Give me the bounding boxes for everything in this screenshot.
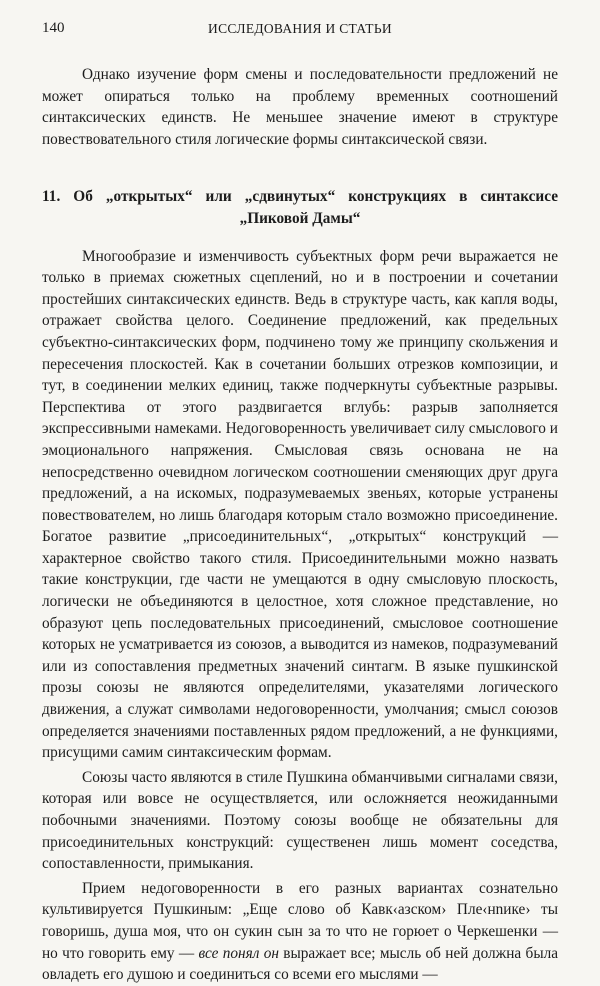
running-title: ИССЛЕДОВАНИЯ И СТАТЬИ bbox=[208, 21, 392, 36]
running-header bbox=[42, 20, 558, 40]
paragraph-1: Многообразие и изменчивость субъектных форм речи выражается не только в приемах сюжетных сцеплений, но и в построении и сочетании простейших синтаксических единств. Ведь в структуре часть, как капля воды, отражает свойства целого. Соединение предложений, как предельных субъектно-синтаксических форм, подчинено тому же принципу скольжения и пересечения плоскостей. Как в сочетании больших отрезков композиции, и тут, в соединении мелких единиц, также подчеркнуты субъектные разрывы. Перспектива от этого раздвигается вглубь: разрыв заполняется экспрессивными намеками. Недоговоренность увеличивает силу смыслового и эмоционального напряжения. Смысловая связь основана не на непосредственно очевидном логическом соотношении сменяющих друг друга предложений, а на искомых, подразумеваемых звеньях, которые устранены повествователем, но лишь благодаря которым стало возможно присоединение. Богатое развитие „присоединительных“, „открытых“ конструкций — характерное свойство такого стиля. Присоединительными можно назвать такие конструкции, где части не умещаются в одну смысловую плоскость, логически не объединяются в целостное, хотя сложное представление, но образуют цепь последовательных присоединений, смысловое соотношение которых не усматривается из союзов, а выводится из намеков, подразумеваний или из сопоставления предметных значений синтагм. В языке пушкинской прозы союзы не являются определителями, указателями логического движения, а служат символами недоговоренности, умолчания; смысл союзов определяется значениями поставленных рядом предложений, а не функциями, присущими самим синтаксическим формам. bbox=[42, 247, 558, 762]
paragraph-2: Союзы часто являются в стиле Пушкина обманчивыми сигналами связи, которая или вовсе не осуществляется, или осложняется неожиданными побочными значениями. Поэтому союзы вообще не обязательны для присоединительных конструкций: существенен лишь момент соседства, сопоставленности, примыкания. bbox=[42, 768, 558, 873]
paragraph-3-end: выражает все; мысль об ней должна была овладеть его душою и соединиться со всеми его мыслями — bbox=[42, 944, 559, 984]
paragraph-3-start: Прием недоговоренности в его разных вариантах сознательно культивируется Пушкиным: „Еще слово об Кавк‹азском› Пле‹нnике› ты говоришь, душа моя, что он сукин сын за то что не горюет о Черкешенки — но что говорить ему — bbox=[42, 879, 558, 962]
paragraph-3-italic-quote: все понял он bbox=[198, 944, 279, 962]
intro-paragraph: Однако изучение форм смены и последовательности предложений не может опираться только на проблему временных соотношений синтаксических единств. Не меньшее значение имеют в структуре повествовательного стиля логические формы синтаксической связи. bbox=[42, 66, 558, 148]
page-body bbox=[42, 64, 558, 986]
paragraph-3 bbox=[42, 878, 558, 986]
section-heading bbox=[42, 186, 558, 229]
section-heading-line-1: 11. Об „открытых“ или „сдвинутых“ конструкциях в синтаксисе bbox=[42, 188, 558, 206]
section-heading-line-2: „Пиковой Дамы“ bbox=[239, 209, 361, 227]
page-number: 140 bbox=[42, 20, 65, 36]
